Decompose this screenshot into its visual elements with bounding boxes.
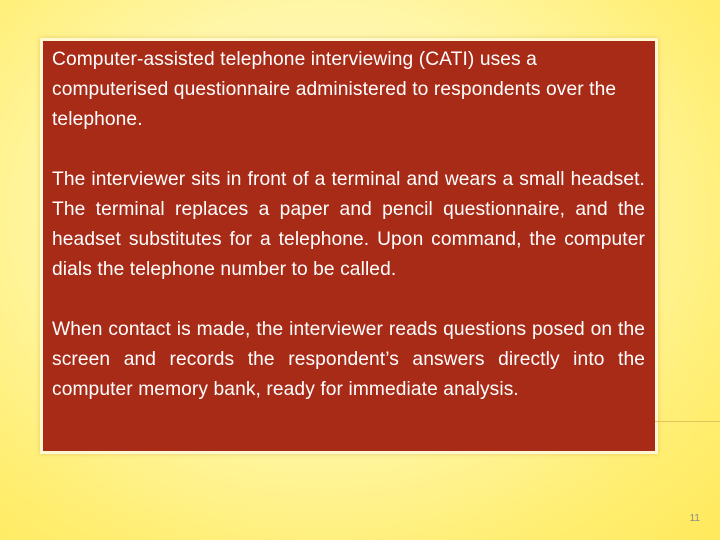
page-number: 11 bbox=[689, 513, 700, 524]
paragraph-cati-definition: Computer-assisted telephone interviewing (CATI) uses a computerised questionnaire administered to respondents over the telephone. bbox=[52, 49, 617, 130]
paragraph-contact-process: When contact is made, the interviewer reads questions posed on the screen and records the respondent’s answers directly into the computer memory bank, ready for immediate analysis. bbox=[52, 319, 645, 400]
content-text-box bbox=[40, 38, 658, 454]
decorative-line bbox=[655, 421, 720, 422]
paragraph-interviewer-setup: The interviewer sits in front of a terminal and wears a small headset. The terminal replaces a paper and pencil questionnaire, and the headset substitutes for a telephone. Upon command, the computer dials the telephone number to be called. bbox=[52, 169, 645, 280]
